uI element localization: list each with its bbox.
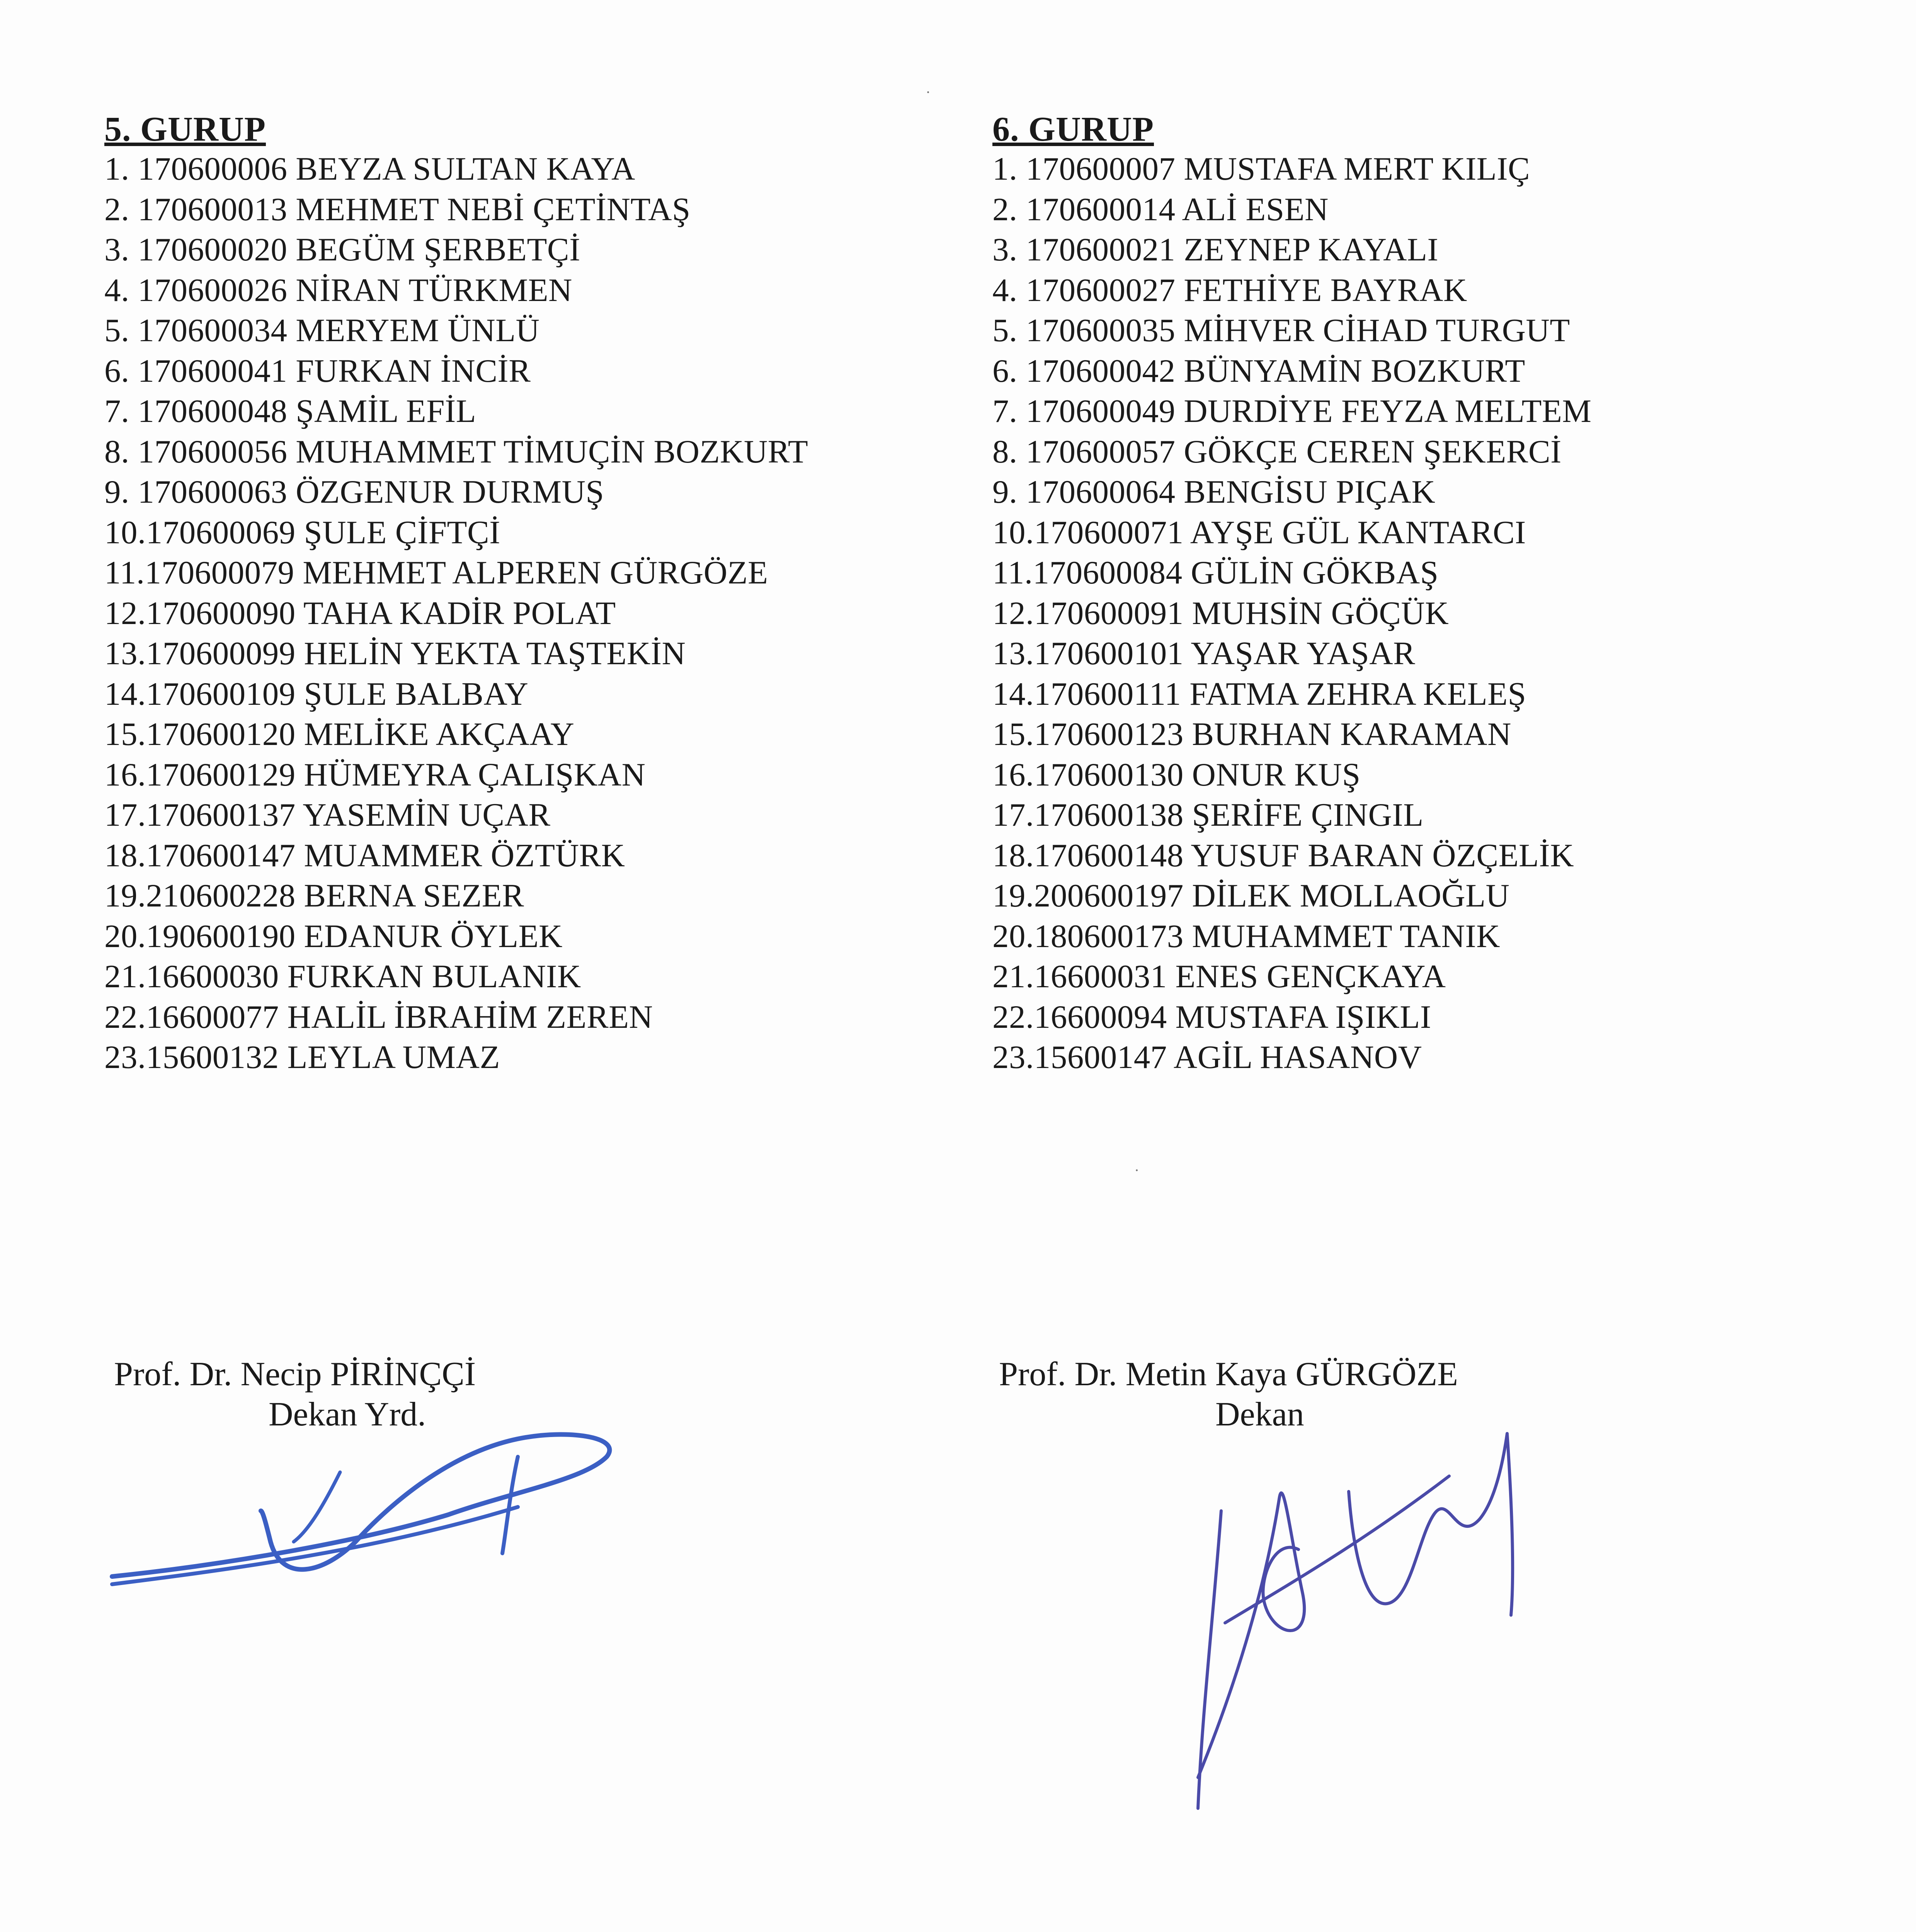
list-item: 22.16600077 HALİL İBRAHİM ZEREN bbox=[104, 998, 653, 1035]
list-item: 8. 170600057 GÖKÇE CEREN ŞEKERCİ bbox=[992, 433, 1562, 470]
list-item: 15.170600123 BURHAN KARAMAN bbox=[992, 716, 1511, 752]
list-item: 16.170600130 ONUR KUŞ bbox=[992, 756, 1361, 793]
list-item: 5. 170600035 MİHVER CİHAD TURGUT bbox=[992, 312, 1570, 349]
group-title: 5. GURUP bbox=[104, 110, 266, 148]
group-6 bbox=[992, 110, 1823, 1078]
list-item: 11.170600084 GÜLİN GÖKBAŞ bbox=[992, 554, 1439, 591]
group-title: 6. GURUP bbox=[992, 110, 1154, 148]
signatory-name: Prof. Dr. Necip PİRİNÇÇİ bbox=[114, 1355, 476, 1393]
list-item: 12.170600091 MUHSİN GÖÇÜK bbox=[992, 595, 1449, 631]
list-item: 14.170600109 ŞULE BALBAY bbox=[104, 675, 529, 712]
list-item: 6. 170600042 BÜNYAMİN BOZKURT bbox=[992, 352, 1525, 389]
list-item: 23.15600132 LEYLA UMAZ bbox=[104, 1039, 500, 1075]
list-item: 21.16600031 ENES GENÇKAYA bbox=[992, 958, 1446, 995]
student-list bbox=[104, 149, 935, 1078]
student-list bbox=[992, 149, 1823, 1078]
list-item: 15.170600120 MELİKE AKÇAAY bbox=[104, 716, 575, 752]
signatory-name: Prof. Dr. Metin Kaya GÜRGÖZE bbox=[999, 1355, 1458, 1393]
list-item: 9. 170600064 BENGİSU PIÇAK bbox=[992, 474, 1436, 510]
signatory-title: Dekan bbox=[1215, 1396, 1304, 1433]
list-item: 4. 170600027 FETHİYE BAYRAK bbox=[992, 272, 1467, 308]
list-item: 7. 170600048 ŞAMİL EFİL bbox=[104, 393, 476, 429]
list-item: 9. 170600063 ÖZGENUR DURMUŞ bbox=[104, 474, 604, 510]
list-item: 7. 170600049 DURDİYE FEYZA MELTEM bbox=[992, 393, 1592, 429]
list-item: 19.200600197 DİLEK MOLLAOĞLU bbox=[992, 878, 1510, 914]
list-item: 2. 170600013 MEHMET NEBİ ÇETİNTAŞ bbox=[104, 191, 691, 228]
list-item: 19.210600228 BERNA SEZER bbox=[104, 878, 524, 914]
list-item: 20.180600173 MUHAMMET TANIK bbox=[992, 918, 1500, 954]
list-item: 13.170600101 YAŞAR YAŞAR bbox=[992, 635, 1416, 672]
list-item: 23.15600147 AGİL HASANOV bbox=[992, 1039, 1422, 1075]
list-item: 22.16600094 MUSTAFA IŞIKLI bbox=[992, 998, 1431, 1035]
scan-speck: · bbox=[926, 83, 931, 101]
group-5 bbox=[104, 110, 935, 1078]
list-item: 3. 170600020 BEGÜM ŞERBETÇİ bbox=[104, 231, 580, 268]
list-item: 17.170600137 YASEMİN UÇAR bbox=[104, 797, 551, 833]
list-item: 10.170600069 ŞULE ÇİFTÇİ bbox=[104, 514, 500, 551]
list-item: 21.16600030 FURKAN BULANIK bbox=[104, 958, 581, 995]
list-item: 12.170600090 TAHA KADİR POLAT bbox=[104, 595, 616, 631]
signature-left bbox=[108, 1414, 649, 1615]
list-item: 17.170600138 ŞERİFE ÇINGIL bbox=[992, 797, 1424, 833]
scan-speck: · bbox=[1134, 1162, 1140, 1179]
list-item: 14.170600111 FATMA ZEHRA KELEŞ bbox=[992, 675, 1526, 712]
list-item: 11.170600079 MEHMET ALPEREN GÜRGÖZE bbox=[104, 554, 768, 591]
list-item: 20.190600190 EDANUR ÖYLEK bbox=[104, 918, 563, 954]
signature-right bbox=[1186, 1422, 1534, 1828]
list-item: 16.170600129 HÜMEYRA ÇALIŞKAN bbox=[104, 756, 646, 793]
list-item: 5. 170600034 MERYEM ÜNLÜ bbox=[104, 312, 540, 349]
list-item: 4. 170600026 NİRAN TÜRKMEN bbox=[104, 272, 572, 308]
list-item: 18.170600148 YUSUF BARAN ÖZÇELİK bbox=[992, 837, 1574, 874]
list-item: 3. 170600021 ZEYNEP KAYALI bbox=[992, 231, 1439, 268]
list-item: 8. 170600056 MUHAMMET TİMUÇİN BOZKURT bbox=[104, 433, 808, 470]
signatory-title: Dekan Yrd. bbox=[269, 1396, 426, 1433]
list-item: 13.170600099 HELİN YEKTA TAŞTEKİN bbox=[104, 635, 686, 672]
list-item: 6. 170600041 FURKAN İNCİR bbox=[104, 352, 531, 389]
list-item: 10.170600071 AYŞE GÜL KANTARCI bbox=[992, 514, 1526, 551]
list-item: 1. 170600007 MUSTAFA MERT KILIÇ bbox=[992, 151, 1530, 187]
list-item: 1. 170600006 BEYZA SULTAN KAYA bbox=[104, 151, 635, 187]
list-item: 2. 170600014 ALİ ESEN bbox=[992, 191, 1329, 228]
list-item: 18.170600147 MUAMMER ÖZTÜRK bbox=[104, 837, 625, 874]
